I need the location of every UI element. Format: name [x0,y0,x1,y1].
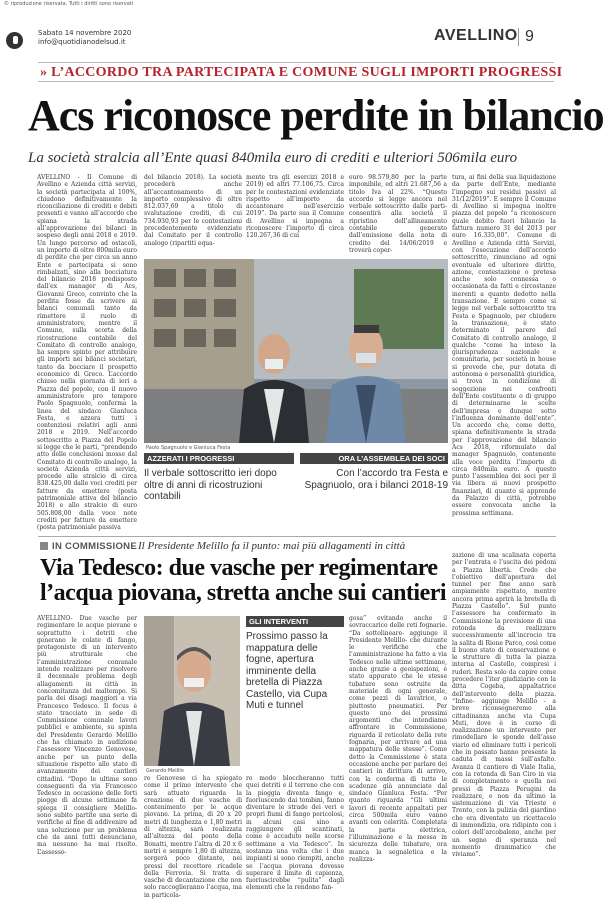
two-men-photo-illustration [144,259,448,443]
article2-photo-caption: Gerardo Melillo [146,768,184,774]
article2-column-4: gosa” evitando anche il sovraccarico delle reti fognarie. “Da sottolineare- aggiunge il Presidente Melillo- che durante le verifiche che l’amministrazione ha fatto a via Tedesco nelle ultime settimane, anche grazie a geoispezioni, è stato appurato che le stesse tubature sono ostruite da materiale di ogni generale, come pezzi di lavatrice, o piuttosto pneumatici. Per questo uno dei prossimi argomenti che intendiamo affrontare in Commissione, riguarda il reticolato della rete fognaria, per arrivare ad una mappatura delle stesse”. Come detto la Commissione è stata occasione anche per parlare dei cantieri in dirittura di arrivo, con la conferma di tutte le scadenze già annunciate dal sindaco Gianluca Festa. “Per quanto riguarda “Gli ultimi lavori di recente appaltati per circa 500mila euro vanno avanti con celerità. Completata la parte elettrica, l’illuminazione e la messa in sicurezza delle tubature, ora manca la segnaletica e la realizza- [349,615,447,863]
article1-subhead: La società stralcia all’Ente quasi 840mila euro di crediti e ulteriori 506mila euro [28,150,518,166]
copyright-notice: © riproduzione riservata. Tutti i diritti sono riservati [4,1,134,7]
section-name: AVELLINO [434,27,518,44]
article-divider [38,536,556,537]
article2-column-5: zazione di una scalinata coperta per l’entrata e l’uscita dei pedoni a Piazza libertà. Credo che l’obiettivo dell’apertura del tunnel per fine anno sarà ampiamente rispettato, mentre ancora prima aprirà la bretella di Piazza Castello”. Sul punto l’assessore ha confermato in Commissione la previsione di una rotonda da realizzare successivamente all’incrocio tra la salita di Rione Parco, così come il buono stato di conservazione e le strutture di tutta la piazza interna al Castello, compresi i ruderi. Resta solo da capire come procedere l’iter giudiziario con la ditta Cogeba, appaltatrice dell’intervento della piazza. “Infine- aggiunge Melillo - a breve riconsegneremo alla cittadinanza anche via Cupa Muti, dove è in corso di realizzazione un intervento per rimodellare le sponde dell’asse viario ed eliminare tutti i pericoli che in passato hanno presente la caduta di massi sull’asfalto. Avanza il cantiere di Viale Italia, con la rotonda di San Ciro in via di completamento e quella nei pressi di Piazza Perugini da realizzare, e non da ultimo la sistemazione di via Trieste e Trento, con la pulizia del giardino che era diventato un ricettacolo di immondizia, ora ridipinto con i colori dell’arcobaleno, anche per un segno di speranza nel momento drammatico che viviamo”. [452,552,556,859]
portrait-photo-illustration [144,616,240,766]
article1-photo-caption: Paolo Spagnuolo e Gianluca Festa [146,445,231,451]
article1-column-1: AVELLINO - Il Comune di Avellino e Azienda città servizi, la società partecipata al 100%, chiudono definitivamente la riconciliazione di crediti e debiti presenti e vanno all’accordo che spiana la strada all’approvazione dei bilanci in sospeso degli anni 2018 e 2019. Un lungo percorso ad ostacoli, un importo di oltre 800mila euro di perdite che per circa un anno Ente e partecipata si sono rimbalzati, sino alla bocciatura del bilancio 2018 predisposto dall’ex manager di Acs, Giovanni Greco, convinto che la perdita fosse da scrivere ai bilanci comunali tanto da rimettere il ruolo di amministratore, mentre il Comune, sulla scorta della ricostruzione contabile del Comitato di controllo analogo, ha sempre spinto per attribuire gli importi nei bilanci societari, tanto da bocciare il prospetto economico di Greco. L’accordo chiuso nella giornata di ieri a Piazza del popolo, con il nuovo amministratore pro tempore Paolo Spagnuolo, conferma la linea del sindaco Gianluca Festa, e azzera tutti i contenziosi relativi agli anni 2018 e 2019. Nell’accordo sottoscritto a Piazza del Popolo si legge che le parti, “prendendo atto delle conclusioni mosse dal Comitato di controllo analogo, la società Azienda città servizi, procede alle stralcio di circa 838.425,00 dalle voci crediti per fatture da emettere (posta patrimoniale attiva del bilancio 2018) e allo stralcio di euro 505.808,00 dalla voce note crediti per fatture da emettere (posta patrimoniale passiva [37,174,137,532]
contact-email: info@quotidianodelsud.it [38,38,126,46]
page-number: 9 [518,28,534,46]
article2-photo [144,616,240,766]
article1-column-5: tura, ai fini della sua liquidazione da parte dell’Ente, mediante l’impegno sui residui passivi al 31/12/2019”. E sempre il Comune di Avellino si impegna inoltre piazza del popolo “a riconoscere quale debito fuori bilancio la fattura numero 31 del 2013 per euro 16.335,00”. Comune di Avellino e Azienda città Servizi, con l’esecuzione dell’accordo sottoscritto, rinunciano ad ogni eventuale ed ulteriore diritto, azione, contestazione o pretesa anche solo connessa o occasionata da fatti e circostanze inerenti a quanto dedotto nella transazione. E sempre come si legge nel verbale sottoscritto tra Festa e Spagnuolo, per chiudere la transazione, è stato determinato il parere del Comitato di controllo analogo, il qualche “come ha inteso la giurisprudenza nazionale e comunitaria, per società in house si prevede che, pur dotata di autonoma e personalità giuridica, si trova in condizione di soggezione nei confronti dell’Ente costituente o di gruppo di determinarne le scelte dell’impresa e dunque sotto l’influenza dominante dell’ente”. Un accordo che, come detto, spiana definitivamente la strada per l’approvazione del bilancio Acs 2018, riformulato dal manager Spagnuolo, contenente alla voce perdita l’importo di circa 840mila euro. A questo punto l’assemblea dei soci per il via libera ai nuovi prospetto finanziari, di quanto si apprende da Palazzo di città, potrebbe essere convocata anche la prossima settimana. [452,174,556,517]
article1-column-4: euro 98.579,80 per la parte imponibile, ed altri 21.687,56 a titolo Iva al 22%. “Questo accordo si legge ancora nel verbale sottoscritto dalle parti- consentirà alla società il ripristino dell’allineamento contabile generato dall’emissione della nota di credito del 14/06/2019 e troverà coper- [349,174,447,254]
article1-kicker [40,65,562,81]
box-title: AZZERATI I PROGRESSI [144,453,294,464]
article2-column-3: re modo bloccheranno tutti quei detriti e il terreno che con la pioggia diventa fango e, fuoriuscendo dai tombini, fanno diventare le strade dei veri e propri fiumi di fango pericolosi, in alcuni casi sino a raggiungere gli scantinati, come è accaduto nelle scorse settimane a via Tedesco”. In sostanza una volta che i due impianti si sono riempiti, anche se l’acqua piovana dovesse superare il limite di capienza, fuoriuscirebbe “pulita” dagli elementi che la rendono fan- [246,775,344,892]
kicker-arrow-icon: » [40,65,48,80]
box-text: Prossimo passo la mappatura delle fogne, apertura imminente della bretella di Piazza Castello, via Cupa Muti e tunnel [246,631,328,711]
box-text: Il verbale sottoscritto ieri dopo oltre di anni di ricostruzioni contabili [144,468,277,502]
sidebar-box-progressi [144,453,294,503]
tag-text: IN COMMISSIONE [52,541,137,552]
article1-column-3: mente tra gli esercizi 2018 e 2019) ed altri 77.106,75. Circa per le contestazioni evidenziate rispetto all’importo da accantonare nell’esercizio 2019”. Da parte sua il Comune di Avellino si impegna a riconoscere l’importo di circa 120.267,36 di cui [246,174,344,240]
sidebar-box-interventi [246,616,344,712]
issue-date: Sabato 14 novembre 2020 [38,29,132,37]
article2-kicker: Il Presidente Melillo fa il punto: mai più allagamenti in città [138,540,406,552]
box-title: ORA L’ASSEMBLEA DEI SOCI [300,453,448,464]
article2-column-2: re Genovese ci ha spiegato come il primo intervento che sarà attuato riguarda la creazione di due vasche di contenimento per le acque piovane. La prima, di 20 x 20 metri di lunghezza e 1,80 metri di altezza, sarà realizzata all’altezza del ponte della Bonatti, mentre l’altra di 20 x 6 metri e sempre 1,80 di altezza, sorgerà poco distante, nei pressi del recettore ricadele della Ferrovia. Si tratta di vasche di decantazione che non solo raccoglieranno l’acqua, ma in particola- [144,775,242,899]
article2-tag [40,541,137,552]
box-text: Con l’accordo tra Festa e Spagnuolo, ora i bilanci 2018-19 [304,468,448,491]
headline-line-1: Via Tedesco: due vasche per regimentare [40,555,438,581]
article1-headline: Acs riconosce perdite in bilancio [28,91,604,140]
article1-column-2: del bilancio 2018). La società procederà anche all’accantonamento di un importo complessivo di oltre 812.037,69 a titolo di svalutazione crediti, di cui 734.930,93 per le contestazioni precedentemente evidenziate dal Comitato per il controllo analogo (ripartiti equa- [144,174,242,247]
sidebar-box-assemblea [300,453,448,491]
kicker-text: L’ACCORDO TRA PARTECIPATA E COMUNE SUGLI IMPORTI PROGRESSI [51,65,563,80]
article2-column-1: AVELLINO- Due vasche per regimentare le acque piovane e soprattutto i detriti che generano le colate di fango, protagoniste di un intervento più strutturale che l’amministrazione comunale intende realizzare per risolvere il decennale problema degli allagamenti in città in concomitanza del maltempo. Si parla dei disagi maggiori a via Francesco Tedesco. Il focus è stato tracciato in sede di Commissione comunale lavori pubblici e ambiente, su spinta del Presidente Gerardo Melillo che ha chiamato in audizione l’assessore Vincenzo Genovese, anche per un punto della situazione rispetto allo stato di avanzamento dei cantieri cittadini. “Dopo le ultime sono conseguenti da via Francesco Tedesco in occasione delle forti piogge di alcune settimane fa spiega il consigliere Melillo- sono subito partite una serie di verifiche al fine di addivenire ad una soluzione per un problema che da anni tutti denunciano, ma nessuno ha mai risolto. L’assesso- [37,615,137,856]
box-title: GLI INTERVENTI [246,616,344,627]
article2-headline [40,556,446,606]
newspaper-logo-icon [6,32,23,49]
article1-photo [144,259,448,443]
tag-square-icon [40,542,48,550]
dateline [38,29,131,47]
headline-line-2: l’acqua piovana, stretta anche sui cantieri [40,580,447,606]
